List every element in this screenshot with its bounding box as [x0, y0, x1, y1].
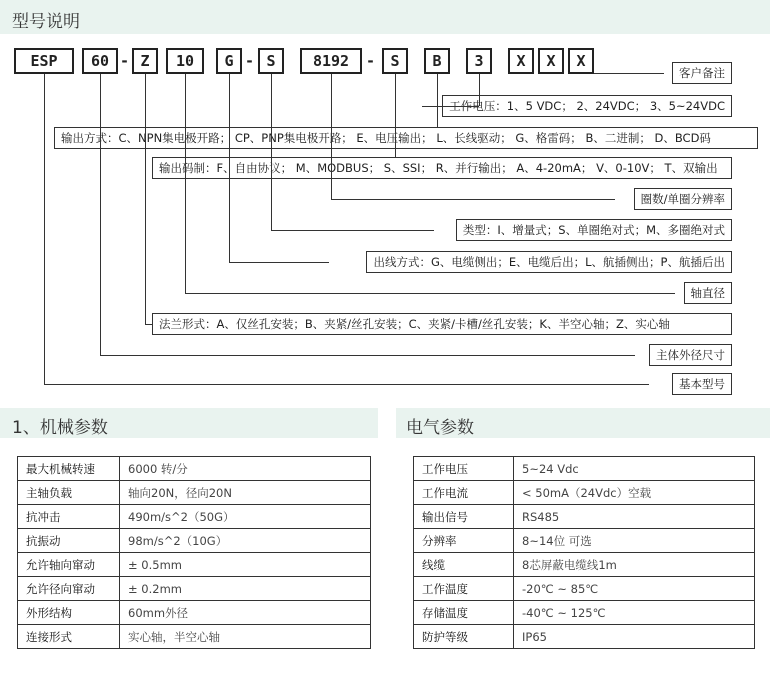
table-row: [414, 529, 755, 553]
code-dash: -: [120, 52, 130, 70]
mechanical-table: [17, 456, 371, 649]
param-value: 8~14位 可选: [514, 529, 755, 553]
table-row: [414, 505, 755, 529]
param-value: 98m/s^2（10G）: [120, 529, 371, 553]
table-row: [18, 601, 371, 625]
param-name: 线缆: [414, 553, 514, 577]
param-name: 工作温度: [414, 577, 514, 601]
label-customer-note: 客户备注: [672, 62, 732, 84]
label-base-model: 基本型号: [672, 373, 732, 395]
label-resolution: 圈数/单圈分辨率: [634, 188, 732, 210]
connector-line: [422, 106, 479, 107]
table-row: [414, 601, 755, 625]
label-outer-dim: 主体外径尺寸: [649, 344, 732, 366]
param-value: -40℃ ~ 125℃: [514, 601, 755, 625]
table-row: [18, 505, 371, 529]
table-row: [414, 457, 755, 481]
code-dash: -: [245, 52, 255, 70]
code-60: 60: [82, 48, 118, 74]
param-value: < 50mA（24Vdc）空载: [514, 481, 755, 505]
param-value: 轴向20N，径向20N: [120, 481, 371, 505]
param-value: ± 0.2mm: [120, 577, 371, 601]
code-esp: ESP: [14, 48, 74, 74]
param-name: 存储温度: [414, 601, 514, 625]
label-type: 类型：I、增量式；S、单圈绝对式；M、多圈绝对式: [456, 219, 732, 241]
page-title: 型号说明: [12, 12, 80, 32]
connector-line: [145, 324, 152, 325]
table-row: [18, 553, 371, 577]
param-value: 6000 转/分: [120, 457, 371, 481]
connector-line: [395, 74, 396, 157]
connector-line: [479, 74, 480, 106]
label-flange: 法兰形式：A、仅丝孔安装；B、夹紧/丝孔安装；C、夹紧/卡槽/丝孔安装；K、半空心轴；Z、实心轴: [152, 313, 732, 335]
code-z: Z: [132, 48, 158, 74]
connector-line: [271, 230, 434, 231]
param-name: 工作电压: [414, 457, 514, 481]
param-value: 实心轴，半空心轴: [120, 625, 371, 649]
connector-line: [185, 74, 186, 293]
code-x1: X: [508, 48, 534, 74]
table-row: [414, 481, 755, 505]
param-value: 5~24 Vdc: [514, 457, 755, 481]
electrical-table: [413, 456, 755, 649]
table-row: [18, 625, 371, 649]
code-x2: X: [538, 48, 564, 74]
mechanical-title: 1、机械参数: [12, 418, 108, 438]
code-b: B: [424, 48, 450, 74]
connector-line: [185, 293, 675, 294]
connector-line: [331, 199, 615, 200]
code-x3: X: [568, 48, 594, 74]
label-shaft: 轴直径: [684, 282, 733, 304]
table-row: [18, 577, 371, 601]
table-row: [414, 553, 755, 577]
table-row: [18, 529, 371, 553]
electrical-title: 电气参数: [406, 418, 474, 438]
param-value: RS485: [514, 505, 755, 529]
connector-line: [44, 74, 45, 384]
param-name: 防护等级: [414, 625, 514, 649]
param-name: 分辨率: [414, 529, 514, 553]
param-name: 允许径向窜动: [18, 577, 120, 601]
param-name: 主轴负载: [18, 481, 120, 505]
param-name: 外形结构: [18, 601, 120, 625]
connector-line: [331, 74, 332, 199]
label-output-code: 输出码制：F、自由协议； M、MODBUS； S、SSI； R、并行输出； A、4-20mA； V、0-10V； T、双输出: [152, 157, 732, 179]
connector-line: [594, 73, 664, 74]
param-value: 490m/s^2（50G）: [120, 505, 371, 529]
table-row: [414, 577, 755, 601]
code-s2: S: [382, 48, 408, 74]
param-name: 工作电流: [414, 481, 514, 505]
code-s: S: [258, 48, 284, 74]
param-name: 允许轴向窜动: [18, 553, 120, 577]
param-name: 抗振动: [18, 529, 120, 553]
code-dash: -: [366, 52, 376, 70]
connector-line: [229, 74, 230, 262]
param-value: 60mm外径: [120, 601, 371, 625]
param-value: -20℃ ~ 85℃: [514, 577, 755, 601]
connector-line: [100, 355, 635, 356]
header-band: [0, 0, 770, 34]
connector-line: [229, 262, 329, 263]
label-cable: 出线方式：G、电缆侧出；E、电缆后出；L、航插侧出；P、航插后出: [366, 251, 732, 273]
param-name: 抗冲击: [18, 505, 120, 529]
code-10: 10: [166, 48, 204, 74]
code-3: 3: [466, 48, 492, 74]
connector-line: [145, 74, 146, 324]
connector-line: [100, 74, 101, 355]
param-name: 最大机械转速: [18, 457, 120, 481]
label-voltage: 工作电压：1、5 VDC； 2、24VDC； 3、5~24VDC: [442, 95, 732, 117]
param-value: ± 0.5mm: [120, 553, 371, 577]
connector-line: [271, 74, 272, 230]
table-row: [18, 457, 371, 481]
connector-line: [44, 384, 649, 385]
connector-line: [437, 74, 438, 127]
code-8192: 8192: [300, 48, 362, 74]
label-output-mode: 输出方式：C、NPN集电极开路； CP、PNP集电极开路； E、电压输出； L、长线驱动； G、格雷码； B、二进制； D、BCD码: [54, 127, 758, 149]
table-row: [18, 481, 371, 505]
param-name: 输出信号: [414, 505, 514, 529]
param-name: 连接形式: [18, 625, 120, 649]
table-row: [414, 625, 755, 649]
param-value: IP65: [514, 625, 755, 649]
param-value: 8芯屏蔽电缆线1m: [514, 553, 755, 577]
code-g: G: [216, 48, 242, 74]
